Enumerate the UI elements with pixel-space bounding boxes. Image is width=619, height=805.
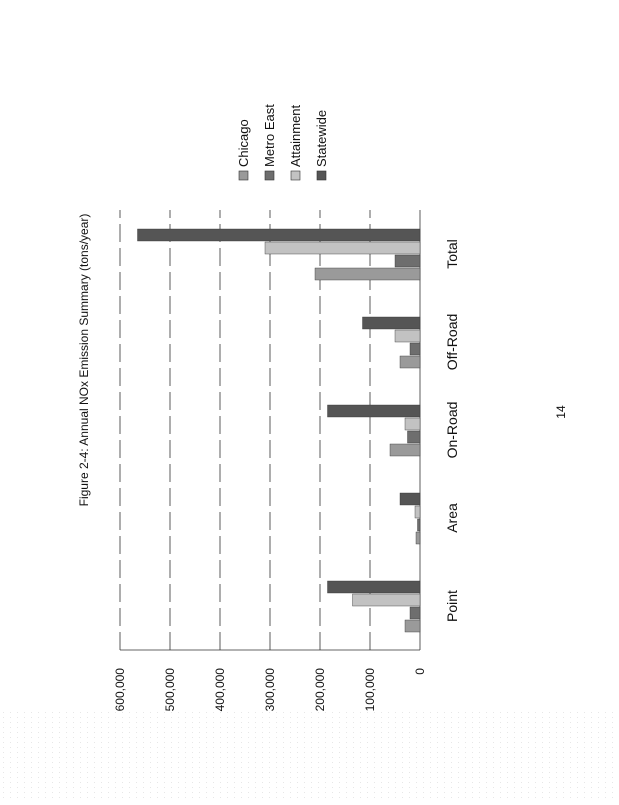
bar-attainment-area	[415, 506, 420, 518]
bar-statewide-total	[138, 229, 421, 241]
category-labels	[444, 239, 460, 622]
y-tick-label: 200,000	[313, 668, 327, 712]
bar-attainment-off-road	[395, 330, 420, 342]
bar-metro-east-total	[395, 255, 420, 267]
y-tick-label: 300,000	[263, 668, 277, 712]
bar-statewide-area	[400, 493, 420, 505]
category-label: On-Road	[444, 401, 460, 459]
legend-label: Attainment	[288, 104, 303, 167]
bar-attainment-total	[265, 242, 420, 254]
bar-statewide-off-road	[363, 317, 421, 329]
category-label: Area	[444, 503, 460, 533]
legend-label: Statewide	[314, 109, 329, 167]
bar-chicago-off-road	[400, 356, 420, 368]
bar-chicago-point	[405, 620, 420, 632]
legend-swatch	[265, 171, 274, 180]
bar-metro-east-off-road	[410, 343, 420, 355]
y-tick-label: 100,000	[363, 668, 377, 712]
page-number: 14	[554, 405, 568, 419]
y-tick-label: 500,000	[163, 668, 177, 712]
bar-metro-east-area	[418, 519, 421, 531]
bar-metro-east-point	[410, 607, 420, 619]
category-label: Off-Road	[444, 313, 460, 371]
y-tick-label: 600,000	[113, 668, 127, 712]
legend-swatch	[291, 171, 300, 180]
bar-attainment-point	[353, 594, 421, 606]
y-tick-label: 0	[413, 668, 427, 675]
scan-noise	[0, 710, 619, 800]
legend-swatch	[317, 171, 326, 180]
legend-label: Metro East	[262, 104, 277, 167]
bar-attainment-on-road	[405, 418, 420, 430]
bars	[138, 229, 421, 632]
bar-metro-east-on-road	[408, 431, 421, 443]
category-label: Total	[444, 239, 460, 269]
bar-chicago-total	[315, 268, 420, 280]
bar-statewide-on-road	[328, 405, 421, 417]
figure-title: Figure 2-4: Annual NOx Emission Summary (tons/year)	[77, 213, 91, 507]
category-label: Point	[444, 590, 460, 622]
legend	[236, 104, 329, 180]
legend-swatch	[239, 171, 248, 180]
y-tick-label: 400,000	[213, 668, 227, 712]
bar-statewide-point	[328, 581, 421, 593]
legend-label: Chicago	[236, 119, 251, 167]
y-tick-labels	[113, 668, 427, 712]
bar-chicago-area	[416, 532, 420, 544]
bar-chicago-on-road	[390, 444, 420, 456]
